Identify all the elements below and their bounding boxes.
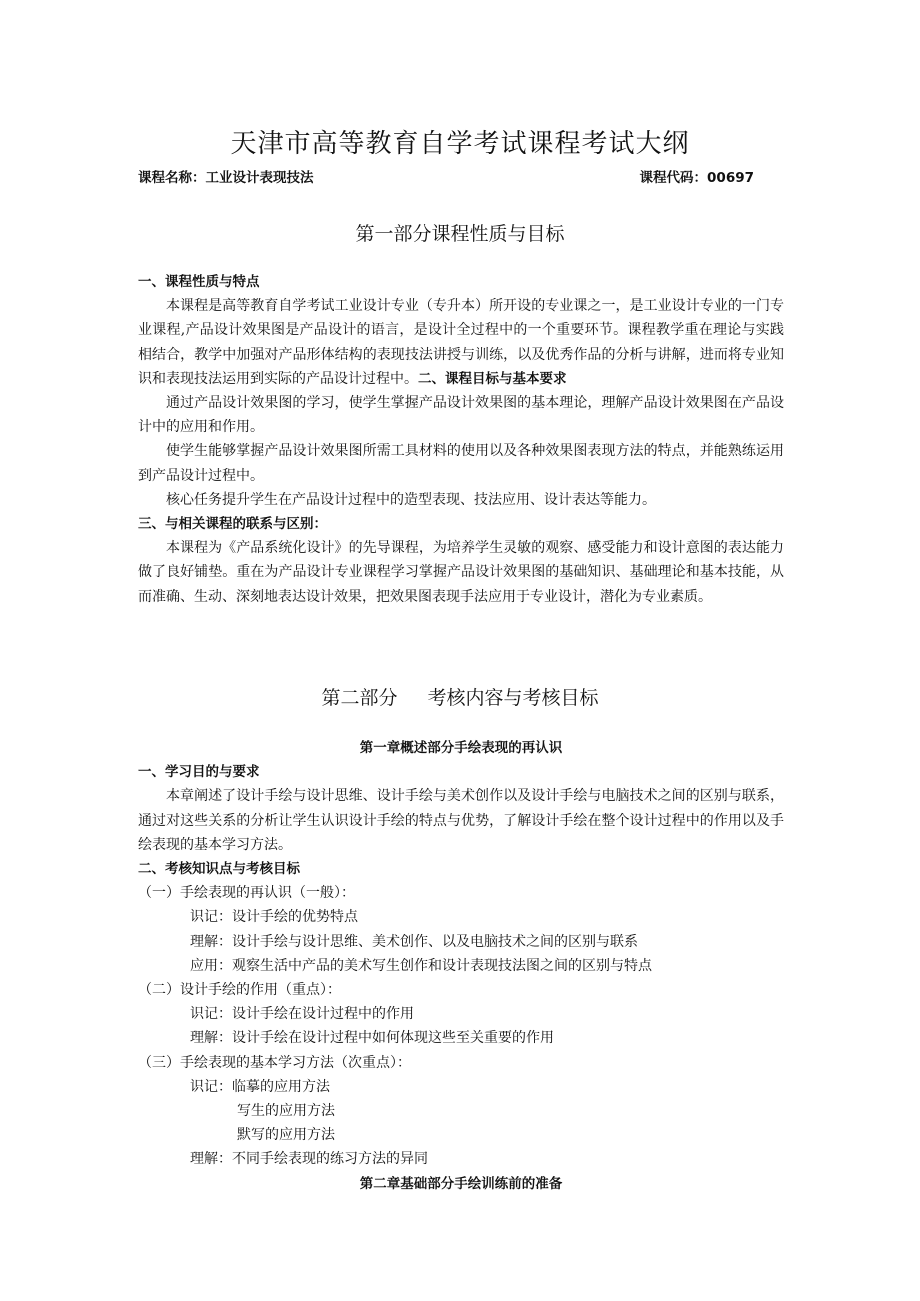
paragraph-goals-1: 通过产品设计效果图的学习，使学生掌握产品设计效果图的基本理论，理解产品设计效果图在产品设计中的应用和作用。 [138,395,784,436]
list-item: 理解：设计手绘与设计思维、美术创作、以及电脑技术之间的区别与联系 [190,933,638,950]
part1-title: 第一部分课程性质与目标 [355,223,565,245]
list-item: 理解：设计手绘在设计过程中如何体现这些至关重要的作用 [190,1030,554,1047]
list-item: 识记：临摹的应用方法 [190,1078,330,1095]
section-heading-objectives: 一、学习目的与要求 [138,764,260,781]
section-heading-relations: 三、与相关课程的联系与区别： [138,516,327,533]
part2-body [138,736,784,1196]
list-item: （一）手绘表现的再认识（一般）： [138,885,355,902]
paragraph-goals-2: 使学生能够掌握产品设计效果图所需工具材料的使用以及各种效果图表现方法的特点，并能熟练运用到产品设计过程中。 [138,443,784,484]
course-name: 课程名称：工业设计表现技法 [138,170,314,186]
list-item: （二）设计手绘的作用（重点）： [138,982,341,999]
list-item: 默写的应用方法 [237,1127,335,1144]
chapter1-title: 第一章概述部分手绘表现的再认识 [359,740,563,756]
list-item: 写生的应用方法 [237,1103,335,1120]
list-item: 识记：设计手绘的优势特点 [190,909,358,926]
section-heading-exam-points: 二、考核知识点与考核目标 [138,861,300,878]
part2-title-number: 第二部分 [321,687,398,709]
course-code: 课程代码：00697 [639,170,754,186]
section-heading-nature: 一、课程性质与特点 [138,274,260,290]
paragraph-relations: 本课程为《产品系统化设计》的先导课程，为培养学生灵敏的观察、感受能力和设计意图的表达能力做了良好铺垫。重在为产品设计专业课程学习掌握产品设计效果图的基础知识、基础理论和基本技能，从而准确、生动、深刻地表达设计效果，把效果图表现手法应用于专业设计，潜化为专业素质。 [138,540,784,605]
paragraph-nature [138,294,784,391]
section-heading-goals: 二、课程目标与基本要求 [418,370,567,387]
paragraph-nature-text: 本课程是高等教育自学考试工业设计专业（专升本）所开设的专业课之一，是工业设计专业的一门专业课程,产品设计效果图是产品设计的语言，是设计全过程中的一个重要环节。课程教学重在理论与实践相结合，教学中加强对产品形体结构的表现技法讲授与训练，以及优秀作品的分析与讲解，进而将专业知识和表现技法运用到实际的产品设计过程中。 [138,298,784,387]
course-info [138,168,754,188]
chapter2-title: 第二章基础部分手绘训练前的准备 [359,1175,563,1192]
exam-points-list [138,881,784,1171]
part2-title [0,684,920,712]
part1-body [138,270,784,609]
document-title: 天津市高等教育自学考试课程考试大纲 [230,129,690,159]
list-item: 应用：观察生活中产品的美术写生创作和设计表现技法图之间的区别与特点 [190,957,652,974]
list-item: （三）手绘表现的基本学习方法（次重点）： [138,1054,411,1071]
paragraph-goals-3: 核心任务提升学生在产品设计过程中的造型表现、技法应用、设计表达等能力。 [166,491,656,508]
list-item: 识记：设计手绘在设计过程中的作用 [190,1006,414,1023]
list-item: 理解：不同手绘表现的练习方法的异同 [190,1151,428,1168]
part2-title-text: 考核内容与考核目标 [427,687,599,709]
paragraph-objectives: 本章阐述了设计手绘与设计思维、设计手绘与美术创作以及设计手绘与电脑技术之间的区别与联系，通过对这些关系的分析让学生认识设计手绘的特点与优势，了解设计手绘在整个设计过程中的作用以及手绘表现的基本学习方法。 [138,788,784,853]
